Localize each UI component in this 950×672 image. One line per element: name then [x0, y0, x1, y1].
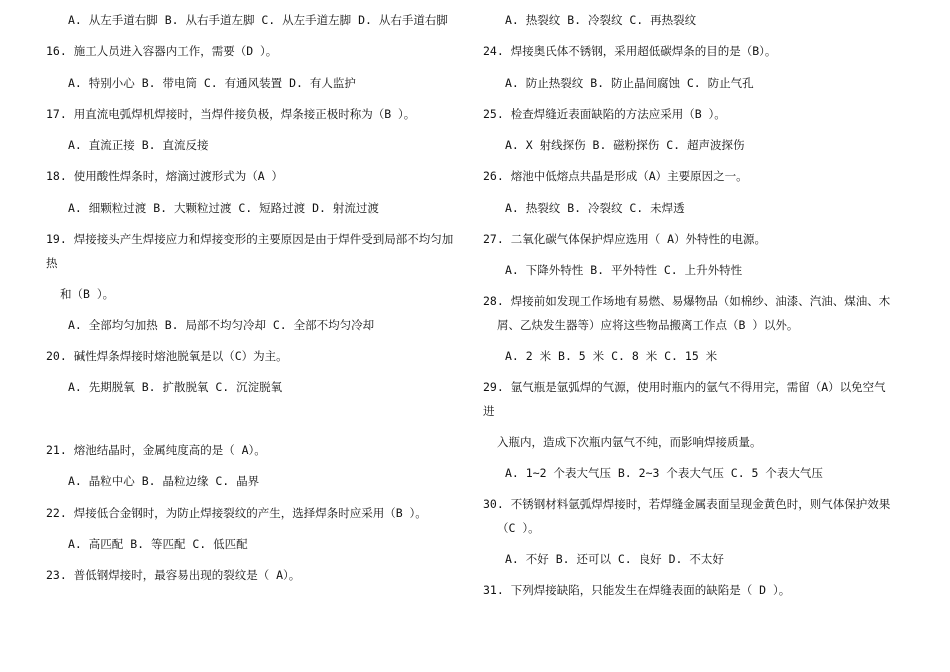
- question-30-continued: （C ）。: [497, 521, 540, 535]
- options-26: A. 热裂纹 B. 冷裂纹 C. 未焊透: [505, 201, 685, 215]
- question-29-continued: 进: [483, 404, 495, 418]
- options-16: A. 特别小心 B. 带电筒 C. 有通风装置 D. 有人监护: [68, 76, 356, 90]
- question-21: 21. 熔池结晶时，金属纯度高的是（ A）。: [46, 443, 266, 457]
- options-30: A. 不好 B. 还可以 C. 良好 D. 不太好: [505, 552, 724, 566]
- question-19: 19. 焊接接头产生焊接应力和焊接变形的主要原因是由于焊件受到局部不均匀加: [46, 232, 454, 246]
- question-19-continued: 和（B ）。: [60, 287, 115, 301]
- options-line: A. 热裂纹 B. 冷裂纹 C. 再热裂纹: [505, 13, 697, 27]
- options-17: A. 直流正接 B. 直流反接: [68, 138, 209, 152]
- question-30: 30. 不锈钢材料氩弧焊焊接时，若焊缝金属表面呈现金黄色时，则气体保护效果: [483, 497, 891, 511]
- options-28: A. 2 米 B. 5 米 C. 8 米 C. 15 米: [505, 349, 718, 363]
- question-25: 25. 检查焊缝近表面缺陷的方法应采用（B ）。: [483, 107, 726, 121]
- question-23: 23. 普低钢焊接时，最容易出现的裂纹是（ A）。: [46, 568, 301, 582]
- options-20: A. 先期脱氧 B. 扩散脱氧 C. 沉淀脱氧: [68, 380, 283, 394]
- question-19-continued: 热: [46, 256, 58, 270]
- question-20: 20. 碱性焊条焊接时熔池脱氧是以（C）为主。: [46, 349, 288, 363]
- question-27: 27. 二氧化碳气体保护焊应选用（ A）外特性的电源。: [483, 232, 767, 246]
- options-19: A. 全部均匀加热 B. 局部不均匀冷却 C. 全部不均匀冷却: [68, 318, 375, 332]
- question-29-continued: 入瓶内，造成下次瓶内氩气不纯，而影响焊接质量。: [497, 435, 762, 449]
- options-21: A. 晶粒中心 B. 晶粒边缘 C. 晶界: [68, 474, 260, 488]
- options-22: A. 高匹配 B. 等匹配 C. 低匹配: [68, 537, 248, 551]
- question-22: 22. 焊接低合金钢时，为防止焊接裂纹的产生，选择焊条时应采用（B ）。: [46, 506, 427, 520]
- options-line: A. 从左手道右脚 B. 从右手道左脚 C. 从左手道左脚 D. 从右手道右脚: [68, 13, 448, 27]
- question-28: 28. 焊接前如发现工作场地有易燃、易爆物品（如棉纱、油漆、汽油、煤油、木: [483, 294, 891, 308]
- options-27: A. 下降外特性 B. 平外特性 C. 上升外特性: [505, 263, 743, 277]
- options-29: A. 1~2 个表大气压 B. 2~3 个表大气压 C. 5 个表大气压: [505, 466, 823, 480]
- question-18: 18. 使用酸性焊条时，熔滴过渡形式为（A ）: [46, 169, 284, 183]
- options-25: A. X 射线探伤 B. 磁粉探伤 C. 超声波探伤: [505, 138, 745, 152]
- question-28-continued: 屑、乙炔发生器等）应将这些物品搬离工作点（B ）以外。: [497, 318, 799, 332]
- question-16: 16. 施工人员进入容器内工作，需要（D ）。: [46, 44, 278, 58]
- question-26: 26. 熔池中低熔点共晶是形成（A）主要原因之一。: [483, 169, 748, 183]
- question-29: 29. 氩气瓶是氩弧焊的气源，使用时瓶内的氩气不得用完，需留（A）以免空气: [483, 380, 886, 394]
- options-18: A. 细颗粒过渡 B. 大颗粒过渡 C. 短路过渡 D. 射流过渡: [68, 201, 379, 215]
- question-17: 17. 用直流电弧焊机焊接时，当焊件接负极，焊条接正极时称为（B ）。: [46, 107, 416, 121]
- question-24: 24. 焊接奥氏体不锈钢，采用超低碳焊条的目的是（B）。: [483, 44, 777, 58]
- options-24: A. 防止热裂纹 B. 防止晶间腐蚀 C. 防止气孔: [505, 76, 754, 90]
- question-31: 31. 下列焊接缺陷，只能发生在焊缝表面的缺陷是（ D ）。: [483, 583, 791, 597]
